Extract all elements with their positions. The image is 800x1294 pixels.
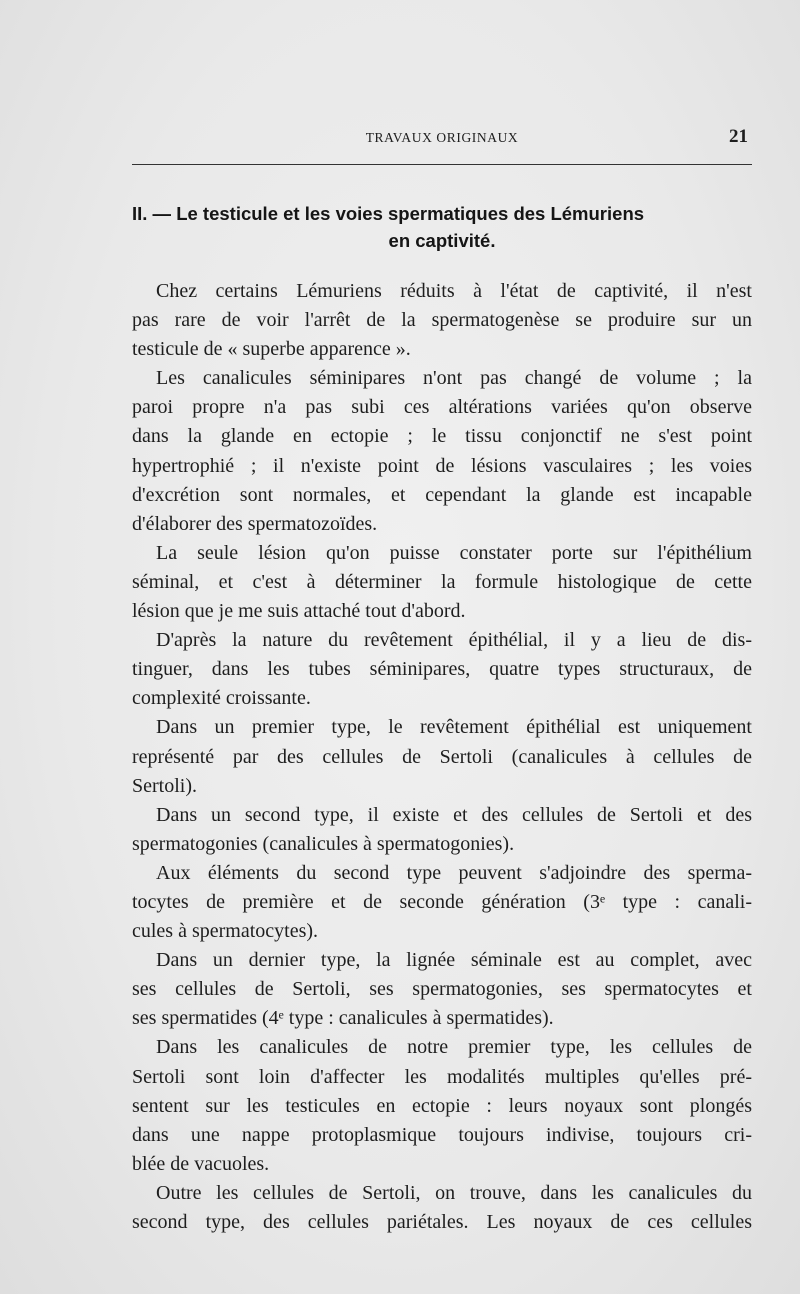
text-line: D'après la nature du revêtement épithélial, il y a lieu de dis- (156, 629, 752, 652)
text-line: tocytes de première et de seconde génération (3ᵉ type : canali- (132, 890, 752, 913)
text-line: dans la glande en ectopie ; le tissu conjonctif ne s'est point (132, 425, 752, 448)
text-line: d'excrétion sont normales, et cependant la glande est incapable (132, 483, 752, 506)
text-line: testicule de « superbe apparence ». (132, 338, 411, 361)
text-line: dans une nappe protoplasmique toujours indivise, toujours cri- (132, 1123, 752, 1146)
page-number: 21 (729, 126, 748, 147)
text-line: Dans un dernier type, la lignée séminale est au complet, avec (156, 949, 752, 972)
text-line: second type, des cellules pariétales. Les noyaux de ces cellules (132, 1211, 752, 1233)
section-heading-line: en captivité. (388, 230, 496, 251)
text-line: hypertrophié ; il n'existe point de lésions vasculaires ; les voies (132, 454, 752, 477)
text-line: Les canalicules séminipares n'ont pas changé de volume ; la (156, 367, 752, 390)
text-line: sentent sur les testicules en ectopie : leurs noyaux sont plongés (132, 1094, 752, 1117)
text-line: Aux éléments du second type peuvent s'adjoindre des sperma- (156, 861, 752, 884)
text-line: spermatogonies (canalicules à spermatogonies). (132, 832, 515, 855)
text-line: Dans les canalicules de notre premier type, les cellules de (156, 1036, 752, 1059)
text-line: blée de vacuoles. (132, 1152, 270, 1175)
text-line: Outre les cellules de Sertoli, on trouve, dans les canalicules du (156, 1181, 752, 1204)
text-line: ses cellules de Sertoli, ses spermatogonies, ses spermatocytes et (132, 978, 752, 1001)
running-title: TRAVAUX ORIGINAUX (365, 130, 519, 145)
text-line: ses spermatides (4ᵉ type : canalicules à spermatides). (132, 1007, 554, 1030)
text-line: pas rare de voir l'arrêt de la spermatogenèse se produire sur un (132, 309, 752, 332)
text-line: Sertoli sont loin d'affecter les modalités multiples qu'elles pré- (132, 1065, 752, 1088)
text-line: représenté par des cellules de Sertoli (canalicules à cellules de (132, 745, 752, 768)
text-line: Dans un second type, il existe et des cellules de Sertoli et des (156, 803, 752, 826)
text-line: cules à spermatocytes). (132, 920, 319, 943)
text-line: complexité croissante. (132, 687, 311, 710)
text-line: paroi propre n'a pas subi ces altérations variées qu'on observe (132, 396, 752, 419)
text-line: lésion que je me suis attaché tout d'abord. (132, 600, 466, 623)
section-heading-line: II. — Le testicule et les voies spermatiques des Lémuriens (132, 203, 645, 224)
text-line: Sertoli). (132, 774, 197, 797)
text-line: La seule lésion qu'on puisse constater porte sur l'épithélium (156, 541, 752, 564)
text-line: d'élaborer des spermatozoïdes. (132, 512, 378, 535)
text-line: Chez certains Lémuriens réduits à l'état de captivité, il n'est (156, 280, 752, 302)
running-head (132, 128, 752, 150)
text-line: Dans un premier type, le revêtement épithélial est uniquement (156, 716, 752, 739)
text-line: séminal, et c'est à déterminer la formule histologique de cette (132, 570, 752, 593)
body-text (132, 277, 752, 1237)
header-rule (132, 164, 752, 165)
section-heading (132, 200, 752, 254)
text-line: tinguer, dans les tubes séminipares, quatre types structuraux, de (132, 658, 752, 681)
